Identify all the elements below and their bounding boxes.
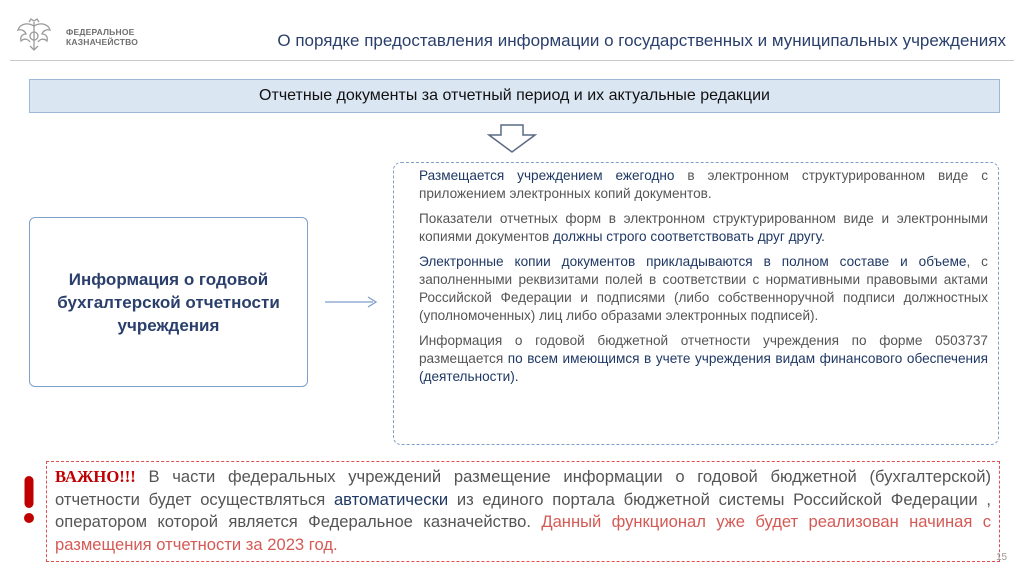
important-exclamations: !!! — [119, 467, 136, 486]
requirements-box — [393, 162, 999, 445]
logo-text — [66, 27, 138, 47]
exclamation-icon — [23, 476, 35, 524]
important-text-1: В части федеральных учреждений размещение информации о годовой бюджетной (бухгалтерской) отчетности будет осуществляться — [55, 467, 991, 509]
logo — [14, 16, 144, 56]
requirement-copies — [419, 253, 988, 325]
important-notice — [46, 461, 1000, 562]
requirement-annual — [419, 167, 988, 203]
requirement-copies-highlight: Электронные копии документов прикладываются в полном составе и объеме — [419, 254, 967, 269]
requirement-annual-text: в электронном структурированном виде с приложением электронных копий документов. — [419, 168, 988, 201]
important-notice-text — [55, 466, 991, 556]
important-automatic: автоматически — [333, 489, 449, 509]
logo-line-2: КАЗНАЧЕЙСТВО — [66, 37, 139, 47]
logo-line-1: ФЕДЕРАЛЬНОЕ — [66, 27, 135, 37]
right-arrow-icon — [324, 295, 378, 309]
important-deadline: Данный функционал уже будет реализован начиная с размещения отчетности за 2023 год. — [55, 512, 992, 554]
requirement-form-text: Информация о годовой бюджетной отчетности учреждения по форме 0503737 размещается — [419, 333, 988, 366]
requirement-consistency-text: Показатели отчетных форм в электронном структурированном виде и электронными копиями документов — [419, 211, 988, 244]
header-divider — [10, 60, 1014, 61]
requirement-consistency-highlight: должны строго соответствовать друг другу. — [552, 229, 825, 244]
important-text-2: из единого портала бюджетной системы Российской Федерации , оператором которой является Федеральное казначейство. — [55, 489, 991, 531]
emblem-icon — [14, 16, 54, 56]
requirement-consistency — [419, 210, 988, 246]
section-banner: Отчетные документы за отчетный период и их актуальные редакции — [29, 79, 1000, 113]
requirement-form-highlight: по всем имеющимся в учете учреждения видам финансового обеспечения (деятельности). — [419, 351, 989, 384]
page-number: 15 — [996, 552, 1008, 563]
requirement-annual-highlight: Размещается учреждением ежегодно — [419, 168, 675, 183]
down-arrow-icon — [487, 124, 537, 154]
requirement-form — [419, 332, 988, 386]
important-label: ВАЖНО — [55, 467, 120, 486]
annual-report-info-box: Информация о годовой бухгалтерской отчетности учреждения — [29, 217, 308, 387]
page-title: О порядке предоставления информации о государственных и муниципальных учреждениях — [277, 31, 1006, 50]
requirement-copies-text: , с заполненными реквизитами полей в соответствии с нормативными правовыми актами Российской Федерации и подписями (либо собственноручной подписи должностных (уполномоченных) лиц либо образами электронных подписей). — [419, 254, 988, 323]
